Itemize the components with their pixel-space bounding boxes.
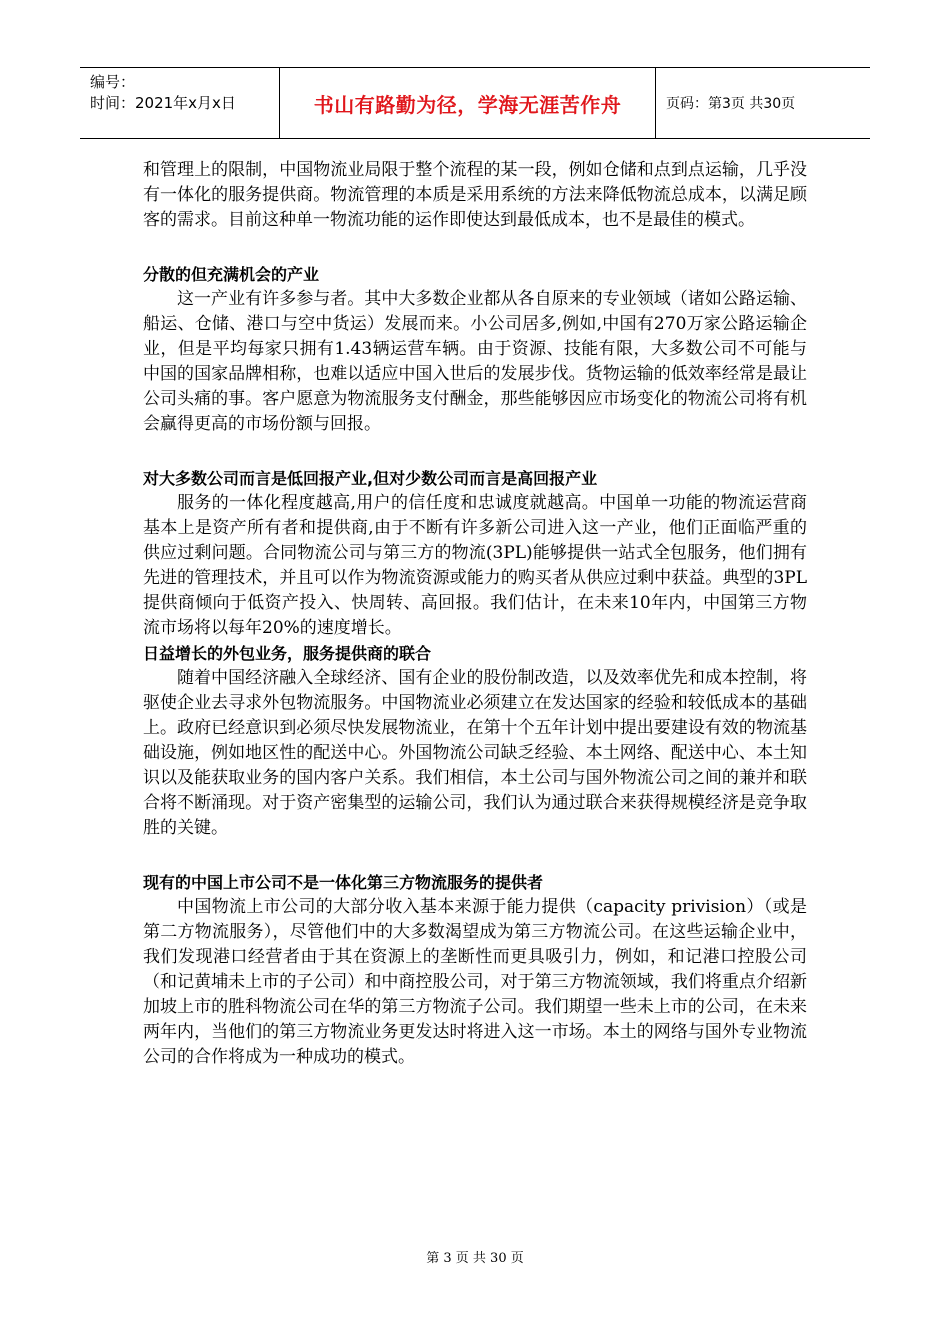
section-paragraph: 这一产业有许多参与者。其中大多数企业都从各自原来的专业领域（诸如公路运输、船运、仓储、港口与空中货运）发展而来。小公司居多,例如,中国有270万家公路运输企业，但是平均每家只拥有1.43辆运营车辆。由于资源、技能有限，大多数公司不可能与中国的国家品牌相称，也难以适应中国入世后的发展步伐。货物运输的低效率经常是最让公司头痛的事。客户愿意为物流服务支付酬金，那些能够因应市场变化的物流公司将有机会赢得更高的市场份额与回报。: [143, 289, 807, 434]
section-heading: 分散的但充满机会的产业: [143, 265, 320, 284]
intro-paragraph: 和管理上的限制，中国物流业局限于整个流程的某一段，例如仓储和点到点运输，几乎没有一体化的服务提供商。物流管理的本质是采用系统的方法来降低物流总成本，以满足顾客的需求。目前这种单一物流功能的运作即使达到最低成本，也不是最佳的模式。: [143, 160, 807, 230]
document-body: [143, 158, 807, 1070]
header-page-info: 页码：第3页 共30页: [666, 96, 796, 112]
page-footer: 第 3 页 共 30 页: [426, 1251, 524, 1266]
section-spacer: [143, 233, 807, 262]
section-spacer: [143, 437, 807, 466]
section-paragraph: 随着中国经济融入全球经济、国有企业的股份制改造，以及效率优先和成本控制，将驱使企业去寻求外包物流服务。中国物流业必须建立在发达国家的经验和较低成本的基础上。政府已经意识到必须尽快发展物流业，在第十个五年计划中提出要建设有效的物流基础设施，例如地区性的配送中心。外国物流公司缺乏经验、本土网络、配送中心、本土知识以及能获取业务的国内客户关系。我们相信，本土公司与国外物流公司之间的兼并和联合将不断涌现。对于资产密集型的运输公司，我们认为通过联合来获得规模经济是竞争取胜的关键。: [143, 668, 807, 838]
section-heading: 日益增长的外包业务，服务提供商的联合: [143, 644, 432, 663]
section-paragraph: 中国物流上市公司的大部分收入基本来源于能力提供（capacity privision）（或是第二方物流服务），尽管他们中的大多数渴望成为第三方物流公司。在这些运输企业中，我们发现港口经营者由于其在资源上的垄断性而更具吸引力，例如，和记港口控股公司（和记黄埔未上市的子公司）和中商控股公司，对于第三方物流领域，我们将重点介绍新加坡上市的胜科物流公司在华的第三方物流子公司。我们期望一些未上市的公司，在未来两年内，当他们的第三方物流业务更发达时将进入这一市场。本土的网络与国外专业物流公司的合作将成为一种成功的模式。: [143, 897, 807, 1067]
document-number-label: 编号：: [90, 73, 136, 91]
section-heading: 现有的中国上市公司不是一体化第三方物流服务的提供者: [143, 873, 544, 892]
header-motto: 书山有路勤为径，学海无涯苦作舟: [280, 68, 656, 138]
header-meta: [80, 68, 280, 138]
section-heading: 对大多数公司而言是低回报产业,但对少数公司而言是高回报产业: [143, 469, 598, 488]
page-header: [80, 67, 870, 139]
section-paragraph: 服务的一体化程度越高,用户的信任度和忠诚度就越高。中国单一功能的物流运营商基本上是资产所有者和提供商,由于不断有许多新公司进入这一产业，他们正面临严重的供应过剩问题。合同物流公司与第三方的物流(3PL)能够提供一站式全包服务，他们拥有先进的管理技术，并且可以作为物流资源或能力的购买者从供应过剩中获益。典型的3PL提供商倾向于低资产投入、快周转、高回报。我们估计，在未来10年内，中国第三方物流市场将以每年20%的速度增长。: [143, 493, 807, 638]
section-spacer: [143, 841, 807, 870]
document-date-label: 时间：2021年x月x日: [90, 94, 236, 112]
